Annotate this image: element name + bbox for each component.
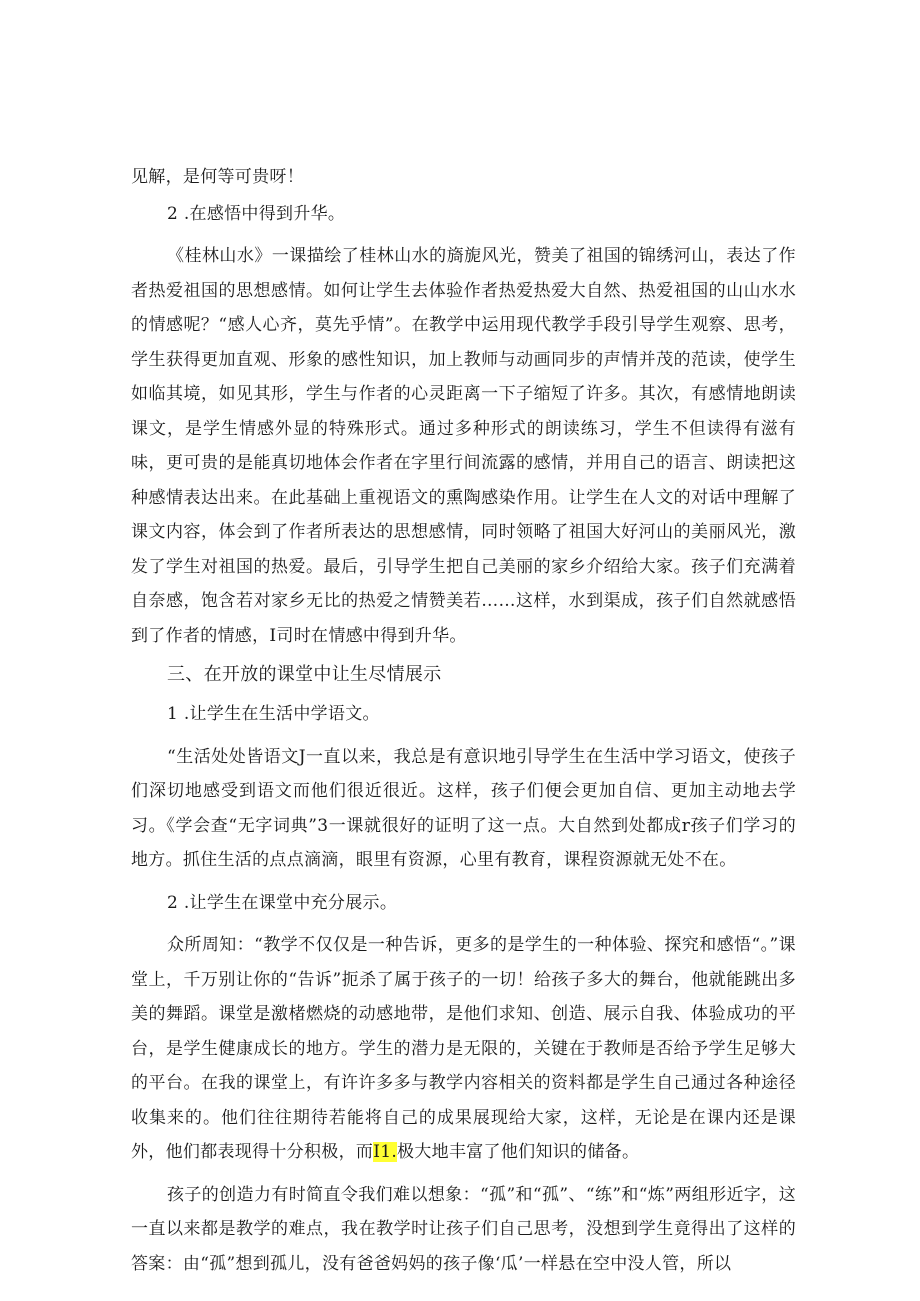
subsection-heading-2b: 2 .让学生在课堂中充分展示。 — [167, 892, 398, 913]
paragraph-text-part-1: 众所周知：“教学不仅仅是一种告诉，更多的是学生的一种体验、探究和感悟“。”课堂上，千万别让你的“告诉”扼杀了属于孩子的一切！给孩子多大的舞台，他就能跳出多美的舞蹈。课堂是激楮燃烧的动感地带，是他们求知、创造、展示自我、体验成功的平台，是学生健康成长的地方。学生的潜力是无限的，关键在于教师是否给予学生足够大的平台。在我的课堂上，有许许多多与教学内容相关的资料都是学生自己通过各种途径收集来的。他们往往期待若能将自己的成果展现给大家，这样，无论是在课内还是课外，他们都表现得十分积极，而 — [131, 935, 796, 1162]
subsection-heading-2: 2 .在感悟中得到升华。 — [167, 203, 346, 224]
subsection-heading-1: 1 .让学生在生活中学语文。 — [167, 704, 380, 724]
section-heading-3: 三、在开放的课堂中让生尽情展示 — [167, 664, 442, 685]
paragraph-life-language: “生活处处皆语文J一直以来，我总是有意识地引导学生在生活中学习语文，使孩子们深切地感受到语文而他们很近很近。这样，孩子们便会更加自信、更加主动地去学习。《学会查“无字词典”3一课就很好的证明了这一点。大自然到处都成r孩子们学习的地方。抓住生活的点点滴滴，眼里有资源，心里有教育，课程资源就无处不在。 — [131, 746, 796, 870]
paragraph-guilin: 《桂林山水》一课描绘了桂林山水的旖旎风光，赞美了祖国的锦绣河山，表达了作者热爱祖国的思想感情。如何让学生去体验作者热爱热爱大自然、热爱祖国的山山水水的情感呢？“感人心齐，莫先乎情”。在教学中运用现代教学手段引导学生观察、思考，学生获得更加直观、形象的感性知识，加上教师与动画同步的声情并茂的范读，使学生如临其境，如见其形，学生与作者的心灵距离一下子缩短了许多。其次，有感情地朗读课文，是学生情感外显的特殊形式。通过多种形式的朗读练习，学生不但读得有滋有味，更可贵的是能真切地体会作者在字里行间流露的感情，并用自己的语言、朗读把这种感情表达出来。在此基础上重视语文的熏陶感染作用。让学生在人文的对话中理解了课文内容，体会到了作者所表达的思想感情，同时领略了祖国大好河山的美丽风光，激发了学生对祖国的热爱。最后，引导学生把自己美丽的家乡介绍给大家。孩子们充满着自奈感，饱含若对家乡无比的热爱之情赞美若……这样，水到渠成，孩子们自然就感悟到了作者的情感，I司时在情感中得到升华。 — [131, 246, 796, 646]
paragraph-continuation: 见解，是何等可贵呀！ — [131, 167, 304, 187]
document-body — [131, 160, 796, 1281]
highlighted-text: I1. — [373, 1142, 398, 1162]
paragraph-classroom-display — [131, 928, 796, 1170]
paragraph-text-part-2: 极大地丰富了他们知识的储备。 — [397, 1142, 640, 1162]
paragraph-creativity: 孩子的创造力有时简直令我们难以想象：“孤”和“孤”、“练”和“炼”两组形近字，这一直以来都是教学的难点，我在教学时让孩子们自己思考，没想到学生竟得出了这样的答案：由“孤”想到孤儿，没有爸爸妈妈的孩子像‘瓜’一样悬在空中没人管，所以 — [131, 1184, 796, 1274]
